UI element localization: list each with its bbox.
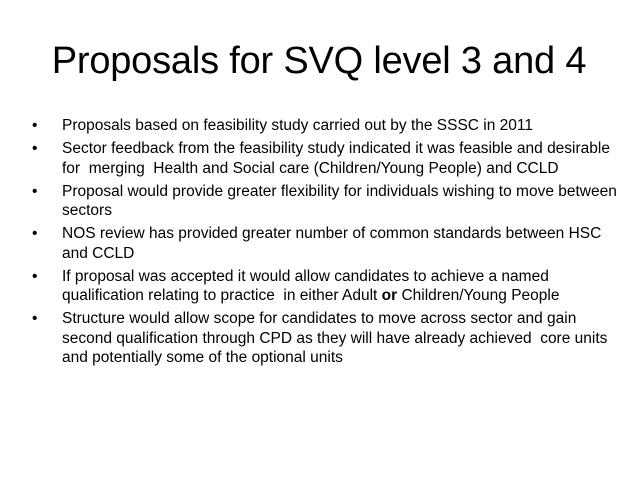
bullet-text: [62, 268, 559, 305]
slide-title: Proposals for SVQ level 3 and 4: [51, 40, 587, 82]
bullet-text-part: Children/Young People: [397, 287, 560, 304]
bullet-item: [32, 182, 622, 221]
bullet-item: [32, 139, 622, 178]
bullet-text: Proposals based on feasibility study carried out by the SSSC in 2011: [62, 117, 534, 134]
bullet-marker: •: [32, 182, 38, 200]
bullet-text-emphasis: or: [381, 287, 398, 304]
bullet-marker: •: [32, 267, 38, 285]
bullet-text-part: If proposal was accepted it would allow candidates to achieve a named qualification relating to practice in either Adult: [62, 267, 554, 304]
bullet-text: Proposal would provide greater flexibility for individuals wishing to move between sectors: [62, 182, 617, 219]
bullet-item: [32, 309, 622, 368]
bullet-marker: •: [32, 225, 38, 242]
bullet-marker: •: [32, 117, 38, 134]
bullet-list: [32, 116, 622, 371]
bullet-marker: •: [32, 140, 38, 157]
bullet-item: [32, 267, 622, 306]
bullet-text: Sector feedback from the feasibility study indicated it was feasible and desirable for merging Health and Social care (Children/Young People) and CCLD: [62, 140, 615, 177]
bullet-item: [32, 116, 622, 136]
bullet-text: Structure would allow scope for candidates to move across sector and gain second qualification through CPD as they will have already achieved core units and potentially some of the optional units: [62, 310, 612, 366]
bullet-marker: •: [32, 310, 38, 327]
bullet-text: NOS review has provided greater number of common standards between HSC and CCLD: [62, 225, 602, 262]
bullet-item: [32, 224, 622, 263]
